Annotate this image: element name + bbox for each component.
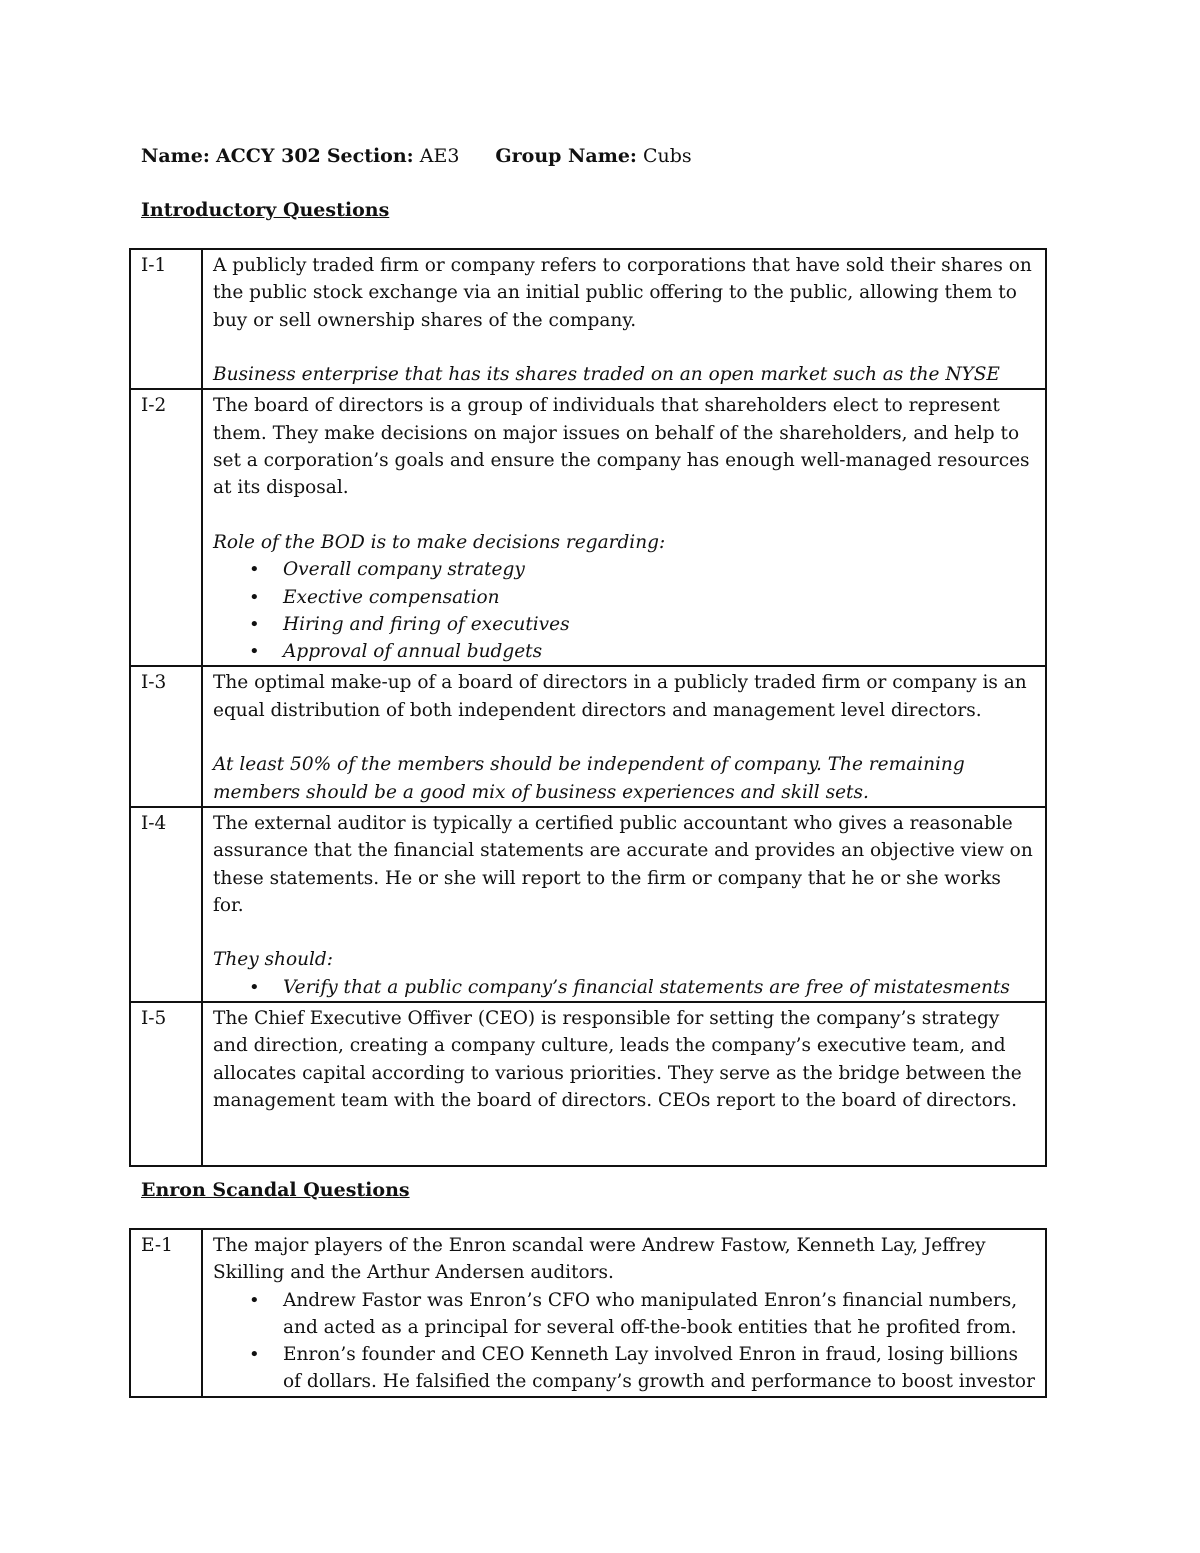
answer-cell <box>202 1229 1046 1397</box>
answer-bullet-list <box>213 974 1037 1001</box>
list-item: • Enron’s founder and CEO Kenneth Lay involved Enron in fraud, losing billions of dollars. He falsified the company’s growth and performance to boost investor <box>283 1341 1037 1396</box>
question-id: I-5 <box>130 1002 202 1166</box>
answer-cell <box>202 807 1046 1002</box>
list-item: • Overall company strategy <box>283 556 1037 583</box>
answer-cell <box>202 666 1046 806</box>
answer-note: They should: <box>213 949 333 971</box>
answer-cell <box>202 1002 1046 1166</box>
enron-questions-table <box>129 1228 1047 1398</box>
table-row <box>130 389 1046 666</box>
answer-cell <box>202 249 1046 389</box>
question-id: E-1 <box>130 1229 202 1397</box>
intro-questions-table <box>129 248 1047 1167</box>
section-value: AE3 <box>419 145 460 167</box>
table-row <box>130 249 1046 389</box>
course-name: ACCY 302 <box>215 145 321 167</box>
answer-note: Business enterprise that has its shares traded on an open market such as the NYSE <box>213 364 1000 386</box>
answer-text: The major players of the Enron scandal were Andrew Fastow, Kenneth Lay, Jeffrey Skilling and the Arthur Andersen auditors. <box>213 1235 986 1284</box>
question-id: I-1 <box>130 249 202 389</box>
question-id: I-2 <box>130 389 202 666</box>
answer-note: Role of the BOD is to make decisions regarding: <box>213 531 666 553</box>
answer-cell <box>202 389 1046 666</box>
answer-text: The Chief Executive Offiver (CEO) is responsible for setting the company’s strategy and direction, creating a company culture, leads the company’s executive team, and allocates capital according to various priorities. They serve as the bridge between the management team with the board of directors. CEOs report to the board of directors. <box>213 1008 1022 1111</box>
group-label: Group Name: <box>495 145 637 167</box>
answer-text: The optimal make-up of a board of directors in a publicly traded firm or company is an equal distribution of both independent directors and management level directors. <box>213 672 1027 721</box>
header-line <box>141 142 692 170</box>
question-id: I-3 <box>130 666 202 806</box>
table-row <box>130 1002 1046 1166</box>
list-item: • Hiring and firing of executives <box>283 611 1037 638</box>
section-label: Section: <box>326 145 414 167</box>
list-item: • Verify that a public company’s financial statements are free of mistatesments <box>283 974 1037 1001</box>
answer-text: The external auditor is typically a certified public accountant who gives a reasonable assurance that the financial statements are accurate and provides an objective view on these statements. He or she will report to the firm or company that he or she works for. <box>213 812 1033 916</box>
table-row <box>130 666 1046 806</box>
intro-section-title: Introductory Questions <box>141 199 390 221</box>
table-row <box>130 807 1046 1002</box>
answer-bullet-list <box>213 1287 1037 1396</box>
list-item: • Exective compensation <box>283 584 1037 611</box>
answer-text: A publicly traded firm or company refers to corporations that have sold their shares on the public stock exchange via an initial public offering to the public, allowing them to buy or sell ownership shares of the company. <box>213 255 1032 331</box>
answer-note: At least 50% of the members should be independent of company. The remaining members should be a good mix of business experiences and skill sets. <box>213 754 965 803</box>
answer-bullet-list <box>213 556 1037 665</box>
table-row <box>130 1229 1046 1397</box>
list-item: • Approval of annual budgets <box>283 638 1037 665</box>
name-label: Name: <box>141 145 210 167</box>
enron-section-title: Enron Scandal Questions <box>141 1179 410 1201</box>
list-item: • Andrew Fastor was Enron’s CFO who manipulated Enron’s financial numbers, and acted as a principal for several off-the-book entities that he profited from. <box>283 1287 1037 1342</box>
question-id: I-4 <box>130 807 202 1002</box>
group-value: Cubs <box>642 145 692 167</box>
answer-text: The board of directors is a group of individuals that shareholders elect to represent them. They make decisions on major issues on behalf of the shareholders, and help to set a corporation’s goals and ensure the company has enough well-managed resources at its disposal. <box>213 395 1030 499</box>
